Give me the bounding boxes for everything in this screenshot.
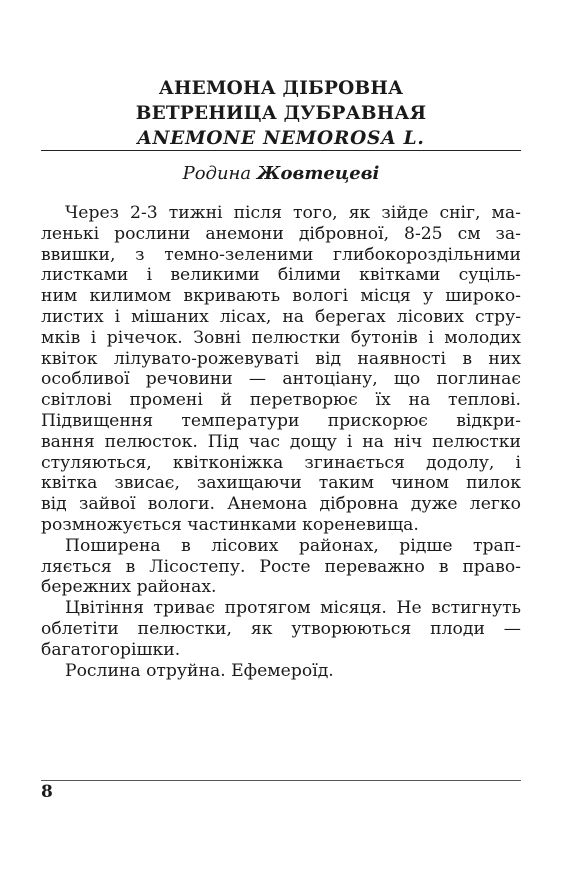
- body-line: ленькі рослини анемони дібровної, 8-25 см за-: [41, 223, 521, 244]
- title-block: [41, 76, 521, 151]
- family-line: [41, 162, 521, 186]
- body-line: Рослина отруйна. Ефемероїд.: [65, 660, 334, 681]
- body-line: листками і великими білими квітками суціль-: [41, 265, 521, 286]
- title-russian: ВЕТРЕНИЦА ДУБРАВНАЯ: [135, 103, 427, 124]
- title-ukrainian: АНЕМОНА ДІБРОВНА: [158, 78, 404, 99]
- body-line: розмножується частинками кореневища.: [41, 514, 419, 535]
- body-line: світлові промені й перетворює їх на теплові.: [41, 390, 521, 411]
- body-line: квітка звисає, захищаючи таким чином пилок: [41, 473, 521, 494]
- body-line: квіток лілувато-рожевуваті від наявності в них: [41, 348, 521, 369]
- body-line: Через 2-3 тижні після того, як зійде сніг, ма-: [65, 203, 521, 223]
- body-line: ввишки, з темно-зеленими глибокороздільними: [41, 244, 521, 265]
- body-line: ним килимом вкривають вологі місця у широко-: [41, 286, 521, 307]
- body-text: [41, 203, 521, 681]
- body-line: Підвищення температури прискорює відкри-: [41, 410, 521, 431]
- body-line: багатогорішки.: [41, 639, 181, 660]
- body-line: стуляються, квітконіжка згинається додолу, і: [41, 452, 521, 473]
- body-line: від зайвої вологи. Анемона дібровна дуже легко: [41, 494, 521, 515]
- header-divider: [41, 150, 521, 151]
- body-line: Цвітіння триває протягом місяця. Не встигнуть: [65, 598, 521, 619]
- body-line: особливої речовини — антоціану, що поглинає: [41, 369, 521, 390]
- body-line: бережних районах.: [41, 577, 217, 598]
- body-line: ляється в Лісостепу. Росте переважно в право-: [41, 556, 521, 577]
- body-line: листих і мішаних лісах, на берегах лісових стру-: [41, 306, 521, 327]
- family-prefix: Родина: [182, 163, 252, 184]
- body-line: Поширена в лісових районах, рідше трап-: [65, 535, 521, 556]
- title-latin: ANEMONE NEMOROSA L.: [137, 128, 425, 149]
- footer-divider: [41, 780, 521, 781]
- body-line: мків і річечок. Зовні пелюстки бутонів і молодих: [41, 327, 521, 348]
- document-page: [41, 0, 521, 875]
- family-name: Жовтецеві: [256, 163, 380, 184]
- body-line: вання пелюсток. Під час дощу і на ніч пелюстки: [41, 431, 521, 452]
- page-number: 8: [41, 782, 53, 802]
- body-line: облетіти пелюстки, як утворюються плоди —: [41, 618, 521, 639]
